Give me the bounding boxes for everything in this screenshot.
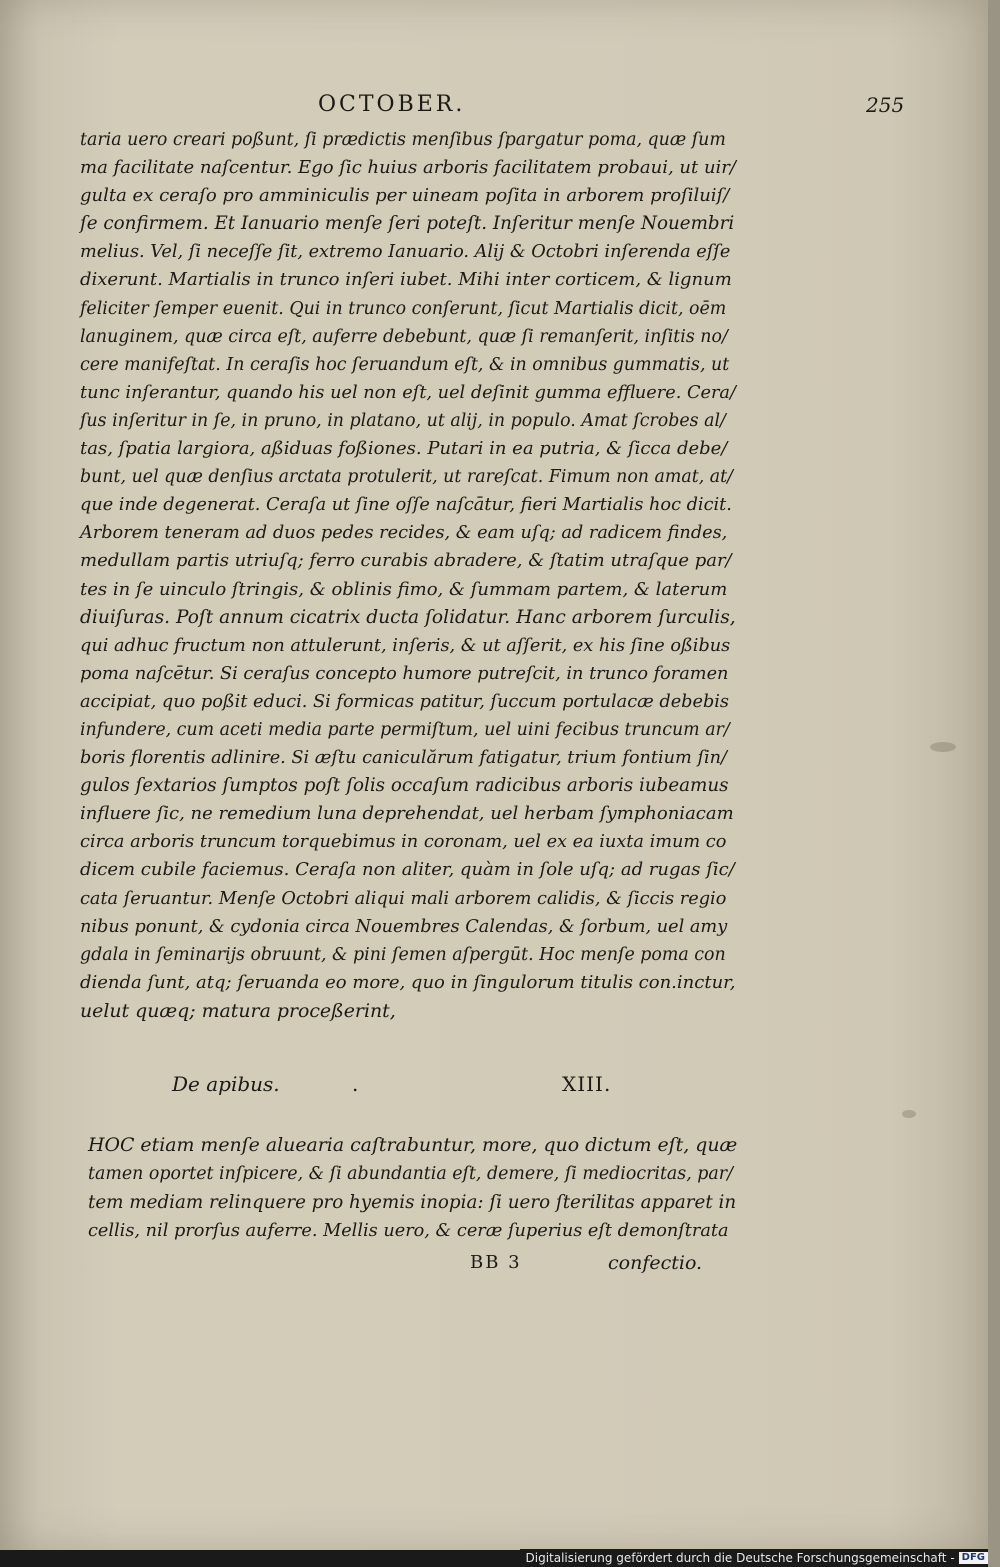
text-line: uelut quæq; matura proceßerint, — [80, 999, 396, 1022]
text-line: tamen oportet inſpicere, & ſi abundantia eſt, demere, ſi mediocritas, par/ — [88, 1163, 733, 1184]
text-line: cellis, nil prorſus auferre. Mellis uero, & ceræ ſuperius eſt demonſtrata — [88, 1221, 729, 1242]
paper-stain — [902, 1110, 916, 1118]
text-line: dienda ſunt, atq; ſeruanda eo more, quo in ſingulorum titulis con.inctur, — [80, 971, 736, 993]
text-line: tas, ſpatia largiora, aßiduas foßiones. Putari in ea putria, & ſicca debe/ — [80, 438, 728, 460]
text-line: tem mediam relinquere pro hyemis inopia: ſi uero ſterilitas apparet in — [88, 1191, 737, 1213]
text-line: bunt, uel quæ denſius arctata protulerit, ut rareſcat. Fimum non amat, at/ — [80, 467, 733, 488]
main-text-block — [80, 126, 736, 1025]
text-line: dixerunt. Martialis in trunco inſeri iubet. Mihi inter corticem, & lignum — [80, 269, 732, 291]
text-line: melius. Vel, ſi neceſſe ſit, extremo Ianuario. Alij & Octobri inſerenda eſſe — [80, 242, 731, 263]
text-line: dicem cubile faciemus. Ceraſa non aliter, quàm in ſole uſq; ad rugas ſic/ — [80, 859, 735, 881]
text-line: qui adhuc fructum non attulerunt, inſeris, & ut aſſerit, ex his ſine oßibus — [80, 635, 731, 656]
text-line: cere manifeſtat. In ceraſis hoc ſeruandum eſt, & in omnibus gummatis, ut — [80, 354, 730, 375]
text-line: medullam partis utriuſq; ferro curabis abradere, & ſtatim utraſque par/ — [80, 550, 732, 572]
text-line: circa arboris truncum torquebimus in coronam, uel ex ea iuxta imum co — [80, 832, 727, 853]
text-line: poma naſcētur. Si ceraſus concepto humore putreſcit, in trunco foramen — [80, 663, 729, 684]
text-line: ma facilitate naſcentur. Ego ſic huius arboris facilitatem probaui, ut uir/ — [80, 157, 736, 179]
text-line: gulos ſextarios ſumptos poſt ſolis occaſum radicibus arboris iubeamus — [80, 775, 729, 797]
catchword: confectio. — [608, 1252, 703, 1274]
text-line: infundere, cum aceti media parte permiſtum, uel uini fecibus truncum ar/ — [80, 719, 730, 740]
text-line: influere ſic, ne remedium luna deprehendat, uel herbam ſymphoniacam — [80, 803, 734, 825]
text-line: tes in ſe uinculo ſtringis, & oblinis fimo, & ſummam partem, & laterum — [80, 578, 728, 600]
page-number: 255 — [866, 93, 905, 117]
text-line: taria uero creari poßunt, ſi prædictis menſibus ſpargatur poma, quæ ſum — [80, 130, 726, 150]
text-line: Arborem teneram ad duos pedes recides, & eam uſq; ad radicem findes, — [80, 523, 728, 544]
digitization-footer — [520, 1549, 989, 1567]
text-line: ſus inſeritur in ſe, in pruno, in platano, ut alij, in populo. Amat ſcrobes al/ — [80, 410, 726, 431]
paper-stain — [930, 742, 956, 752]
dfg-logo-icon: DFG — [959, 1552, 988, 1564]
funding-credit: Digitalisierung gefördert durch die Deutsche Forschungsgemeinschaft - — [525, 1551, 955, 1565]
text-line: gulta ex ceraſo pro amminiculis per uineam poſita in arborem proſiluiſ/ — [80, 185, 730, 207]
section-text-block — [88, 1131, 738, 1246]
text-line: feliciter ſemper euenit. Qui in trunco conſerunt, ſicut Martialis dicit, oēm — [80, 298, 727, 319]
page-edge — [988, 0, 1000, 1567]
text-line: que inde degenerat. Ceraſa ut ſine oſſe naſcātur, fieri Martialis hoc dicit. — [80, 495, 732, 516]
section-title: De apibus. — [172, 1072, 280, 1096]
text-line: boris florentis adlinire. Si æſtu caniculărum fatigatur, trium fontium ſin/ — [80, 748, 728, 769]
text-line: nibus ponunt, & cydonia circa Nouembres Calendas, & ſorbum, uel amy — [80, 916, 728, 937]
text-line: ſe confirmem. Et Ianuario menſe ſeri poteſt. Inſeritur menſe Nouembri — [80, 213, 735, 235]
text-line: cata ſeruantur. Menſe Octobri aliqui mali arborem calidis, & ſiccis regio — [80, 888, 727, 909]
text-line: accipiat, quo poßit educi. Si formicas patitur, ſuccum portulacæ debebis — [80, 691, 730, 712]
running-head: OCTOBER. — [318, 92, 466, 117]
text-line: gdala in ſeminarijs obruunt, & pini ſemen aſpergūt. Hoc menſe poma con — [80, 944, 726, 965]
text-line: lanuginem, quæ circa eſt, auferre debebunt, quæ ſi remanſerit, inſitis no/ — [80, 326, 728, 347]
section-separator: . — [352, 1072, 359, 1096]
text-line: HOC etiam menſe aluearia caſtrabuntur, more, quo dictum eſt, quæ — [88, 1134, 738, 1156]
section-number: XIII. — [562, 1072, 612, 1096]
signature-mark: BB 3 — [470, 1252, 522, 1273]
text-line: diuiſuras. Poſt annum cicatrix ducta ſolidatur. Hanc arborem ſurculis, — [80, 606, 736, 628]
text-line: tunc inſerantur, quando his uel non eſt, uel deſinit gumma effluere. Cera/ — [80, 382, 736, 403]
